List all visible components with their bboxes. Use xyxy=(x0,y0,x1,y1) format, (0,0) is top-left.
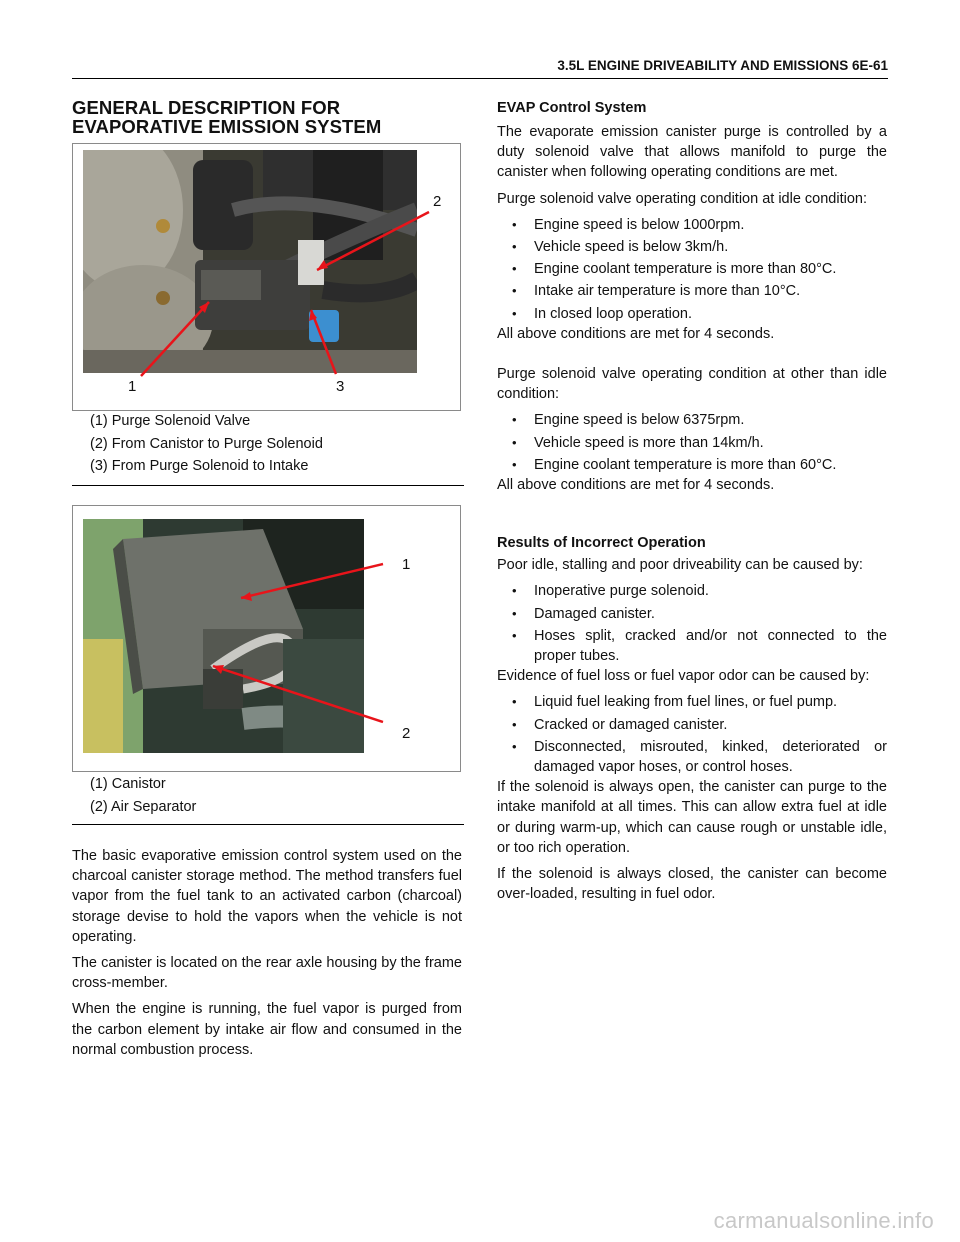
list-item: • Engine speed is below 1000rpm. xyxy=(497,215,887,235)
section-heading xyxy=(72,98,381,136)
page-header-title: 3.5L ENGINE DRIVEABILITY AND EMISSIONS 6E-61 xyxy=(557,58,888,73)
figure1-divider xyxy=(72,485,464,486)
caption-line: (2) Air Separator xyxy=(90,798,197,815)
arrow-3 xyxy=(311,310,336,374)
arrow-1 xyxy=(141,302,209,376)
evap-title: EVAP Control System xyxy=(497,100,647,116)
arrowhead-air-separator xyxy=(213,665,224,674)
page-header xyxy=(72,56,888,79)
results-intro: Poor idle, stalling and poor driveability can be caused by: xyxy=(497,557,863,574)
fuel-loss-list xyxy=(497,692,887,777)
arrow-2 xyxy=(317,212,429,270)
section-heading-line1: GENERAL DESCRIPTION FOR xyxy=(72,97,341,118)
other-note: All above conditions are met for 4 seconds. xyxy=(497,477,775,494)
caption-line: (1) Canistor xyxy=(90,776,166,792)
list-item: • Hoses split, cracked and/or not connected to the proper tubes. xyxy=(497,626,887,666)
caption-line: (2) From Canistor to Purge Solenoid xyxy=(90,435,323,452)
list-item: • Engine coolant temperature is more than 80°C. xyxy=(497,259,887,279)
list-item: • Cracked or damaged canister. xyxy=(497,715,887,735)
caption-line: (3) From Purge Solenoid to Intake xyxy=(90,458,309,474)
section-heading-line2: EVAPORATIVE EMISSION SYSTEM xyxy=(72,116,382,137)
paragraph-engine-running: When the engine is running, the fuel vapor is purged from the carbon element by intake air flow and consumed in the normal combustion process. xyxy=(72,1001,462,1058)
figure2-caption xyxy=(90,773,196,818)
idle-note: All above conditions are met for 4 seconds. xyxy=(497,325,775,342)
figure2-divider xyxy=(72,824,464,825)
paragraph-canister-location: The canister is located on the rear axle housing by the frame cross-member. xyxy=(72,955,462,992)
fuel-loss-intro: Evidence of fuel loss or fuel vapor odor can be caused by: xyxy=(497,668,870,685)
caption-line: (1) Purge Solenoid Valve xyxy=(90,413,251,429)
callout-canister-2: 2 xyxy=(402,725,411,742)
arrow-canister xyxy=(241,564,383,598)
callout-canister-1: 1 xyxy=(402,556,411,573)
list-item: • Vehicle speed is below 3km/h. xyxy=(497,237,887,257)
other-condition-title: Purge solenoid valve operating condition at other than idle condition: xyxy=(497,366,887,403)
solenoid-open-paragraph: If the solenoid is always open, the canister can purge to the intake manifold at all times. This can allow extra fuel at idle or during warm-up, which can cause rough or unstable idle, or too rich operation. xyxy=(497,779,887,856)
results-title: Results of Incorrect Operation xyxy=(497,535,706,552)
list-item: • Intake air temperature is more than 10°C. xyxy=(497,281,887,301)
right-column xyxy=(497,98,887,905)
callout-2: 2 xyxy=(433,193,442,210)
left-body-text xyxy=(72,846,462,1060)
list-item: • Engine coolant temperature is more than 60°C. xyxy=(497,455,887,475)
other-conditions-list xyxy=(497,410,887,475)
solenoid-closed-paragraph: If the solenoid is always closed, the canister can become over-loaded, resulting in fuel odor. xyxy=(497,866,887,903)
figure1-arrows xyxy=(73,144,460,410)
arrow-air-separator xyxy=(213,666,383,722)
list-item: • Inoperative purge solenoid. xyxy=(497,581,887,601)
list-item: • Disconnected, misrouted, kinked, deteriorated or damaged vapor hoses, or control hoses. xyxy=(497,737,887,777)
evap-intro: The evaporate emission canister purge is controlled by a duty solenoid valve that allows manifold to purge the canister when following operating conditions are met. xyxy=(497,124,887,181)
callout-1: 1 xyxy=(128,378,137,395)
watermark: carmanualsonline.info xyxy=(713,1208,934,1233)
list-item: • In closed loop operation. xyxy=(497,304,887,324)
list-item: • Engine speed is below 6375rpm. xyxy=(497,410,887,430)
results-list xyxy=(497,581,887,666)
figure1-caption xyxy=(90,410,323,478)
arrowhead-2 xyxy=(317,260,328,270)
figure-purge-solenoid xyxy=(72,143,461,411)
idle-conditions-list xyxy=(497,215,887,324)
list-item: • Damaged canister. xyxy=(497,604,887,624)
callout-3: 3 xyxy=(336,378,345,395)
list-item: • Vehicle speed is more than 14km/h. xyxy=(497,433,887,453)
paragraph-basic-system: The basic evaporative emission control system used on the charcoal canister storage method. The method transfers fuel vapor from the fuel tank to an activated carbon (charcoal) storage devise to hold the vapors when the vehicle is not operating. xyxy=(72,848,462,945)
figure-canister xyxy=(72,505,461,772)
idle-condition-title: Purge solenoid valve operating condition at idle condition: xyxy=(497,190,867,207)
list-item: • Liquid fuel leaking from fuel lines, or fuel pump. xyxy=(497,692,887,712)
